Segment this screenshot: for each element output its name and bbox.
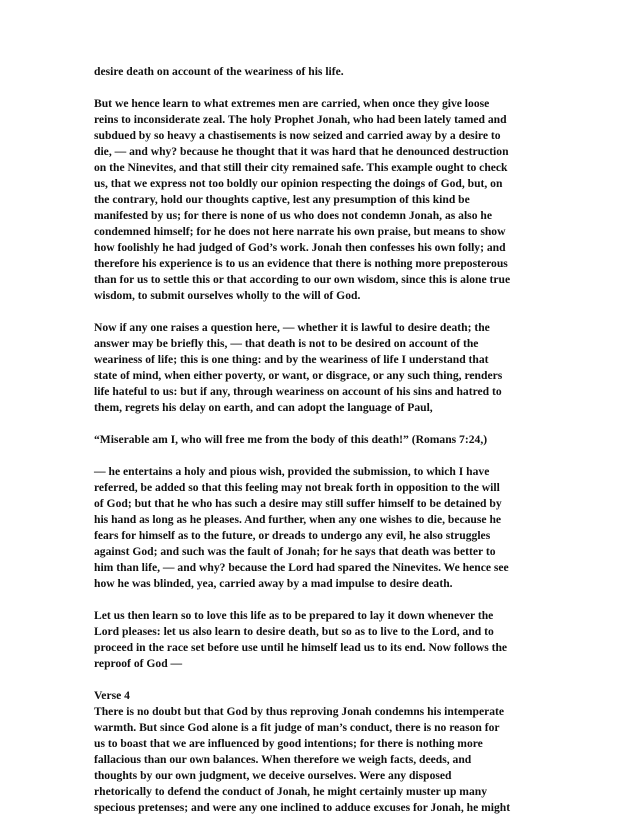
verse-heading: Verse 4 [94, 689, 130, 702]
paragraph-1: desire death on account of the weariness of his life. [94, 65, 344, 78]
paragraph-3: Now if any one raises a question here, — whether it is lawful to desire death; the answer may be briefly this, — that death is not to be desired on account of the weariness of life; this is one thing: and by the weariness of life I understand that state of mind, when either poverty, or want, or disgrace, or any such thing, renders life hateful to us: but if any, through weariness on account of his sins and hatred to them, regrets his delay on earth, and can adopt the language of Paul, [94, 321, 503, 414]
document-page [94, 64, 546, 816]
paragraph-6: Let us then learn so to love this life as to be prepared to lay it down whenever the Lord pleases: let us also learn to desire death, but so as to live to the Lord, and to proceed in the race set before use until he himself lead us to its end. Now follows the reproof of God — [94, 609, 508, 670]
paragraph-2: But we hence learn to what extremes men are carried, when once they give loose reins to inconsiderate zeal. The holy Prophet Jonah, who had been lately tamed and subdued by so heavy a chastisements is now seized and carried away by a desire to die, — and why? because he thought that it was hard that he denounced destruction on the Ninevites, and that still their city remained safe. This example ought to check us, that we express not too boldly our opinion respecting the doings of God, but, on the contrary, hold our thoughts captive, lest any presumption of this kind be manifested by us; for there is none of us who does not condemn Jonah, as also he condemned himself; for he does not here narrate his own praise, but means to show how foolishly he had judged of God’s work. Jonah then confesses his own folly; and therefore his experience is to us an evidence that there is nothing more preposterous than for us to settle this or that according to our own wisdom, since this is alone true wisdom, to submit ourselves wholly to the will of God. [94, 97, 511, 302]
paragraph-5: — he entertains a holy and pious wish, provided the submission, to which I have referred, be added so that this feeling may not break forth in opposition to the will of God; but that he who has such a desire may still suffer himself to be detained by his hand as long as he pleases. And further, when any one wishes to die, because he fears for himself as to the future, or dreads to undergo any evil, he also struggles against God; and such was the fault of Jonah; for he says that death was better to him than life, — and why? because the Lord had spared the Ninevites. We hence see how he was blinded, yea, carried away by a mad impulse to desire death. [94, 465, 509, 590]
verse-paragraph: There is no doubt but that God by thus reproving Jonah condemns his intemperate warmth. But since God alone is a fit judge of man’s conduct, there is no reason for us to boast that we are influenced by good intentions; for there is nothing more fallacious than our own balances. When therefore we weigh facts, deeds, and thoughts by our own judgment, we deceive ourselves. Were any disposed rhetorically to defend the conduct of Jonah, he might certainly muster up many specious pretenses; and were any one inclined to adduce excuses for Jonah, he might [94, 705, 511, 814]
scripture-quote: “Miserable am I, who will free me from the body of this death!” (Romans 7:24,) [94, 433, 488, 446]
